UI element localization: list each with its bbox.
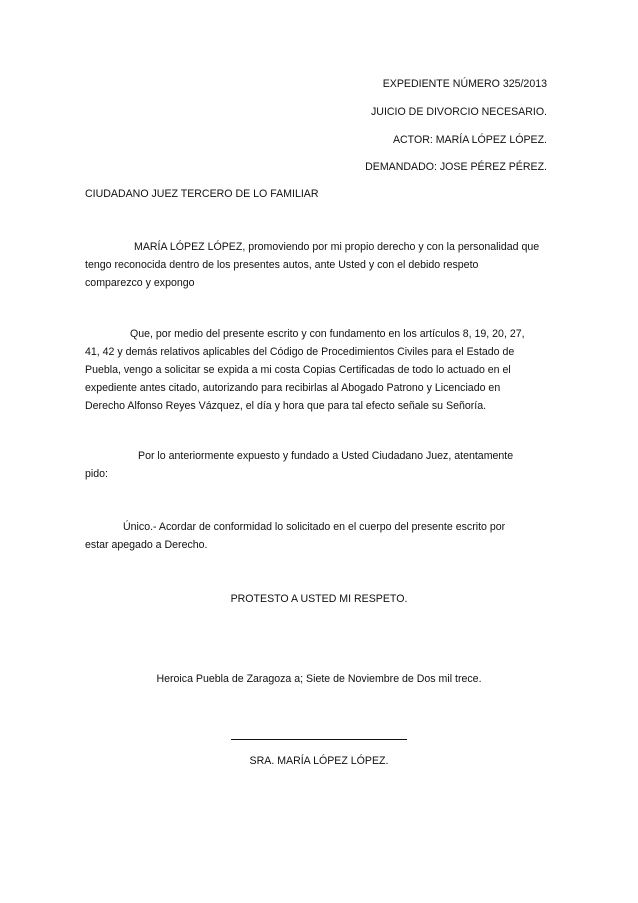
protesto-line: PROTESTO A USTED MI RESPETO. (230, 593, 408, 605)
intro-line: tengo reconocida dentro de los presentes autos, ante Usted y con el debido respeto (85, 259, 479, 271)
signature-line (231, 739, 407, 740)
unico-line: Único.- Acordar de conformidad lo solicitado en el cuerpo del presente escrito por (123, 521, 506, 533)
signature-name: SRA. MARÍA LÓPEZ LÓPEZ. (249, 755, 389, 767)
body-line: 41, 42 y demás relativos aplicables del Código de Procedimientos Civiles para el Estado de (85, 346, 515, 358)
intro-line: comparezco y expongo (85, 277, 195, 289)
plaintiff: ACTOR: MARÍA LÓPEZ LÓPEZ. (392, 134, 547, 146)
body-line: Que, por medio del presente escrito y con fundamento en los artículos 8, 19, 20, 27, (130, 328, 525, 340)
addressee: CIUDADANO JUEZ TERCERO DE LO FAMILIAR (85, 188, 319, 200)
place-date: Heroica Puebla de Zaragoza a; Siete de Noviembre de Dos mil trece. (156, 673, 482, 685)
defendant: DEMANDADO: JOSE PÉREZ PÉREZ. (365, 161, 547, 173)
intro-paragraph (85, 238, 555, 292)
body-line: Puebla, vengo a solicitar se expida a mi costa Copias Certificadas de todo lo actuado en el (85, 364, 511, 376)
intro-line: MARÍA LÓPEZ LÓPEZ, promoviendo por mi propio derecho y con la personalidad que (134, 241, 540, 253)
unico-paragraph (85, 518, 555, 554)
petition-line: Por lo anteriormente expuesto y fundado a Usted Ciudadano Juez, atentamente (138, 450, 514, 462)
petition-line: pido: (85, 468, 108, 480)
petition-paragraph (85, 447, 555, 483)
body-line: Derecho Alfonso Reyes Vázquez, el día y hora que para tal efecto señale su Señoría. (85, 400, 487, 412)
body-paragraph (85, 325, 555, 415)
body-line: expediente antes citado, autorizando para recibirlas al Abogado Patrono y Licenciado en (85, 382, 501, 394)
case-type: JUICIO DE DIVORCIO NECESARIO. (371, 106, 547, 118)
unico-line: estar apegado a Derecho. (85, 539, 208, 551)
case-number: EXPEDIENTE NÚMERO 325/2013 (382, 78, 547, 90)
